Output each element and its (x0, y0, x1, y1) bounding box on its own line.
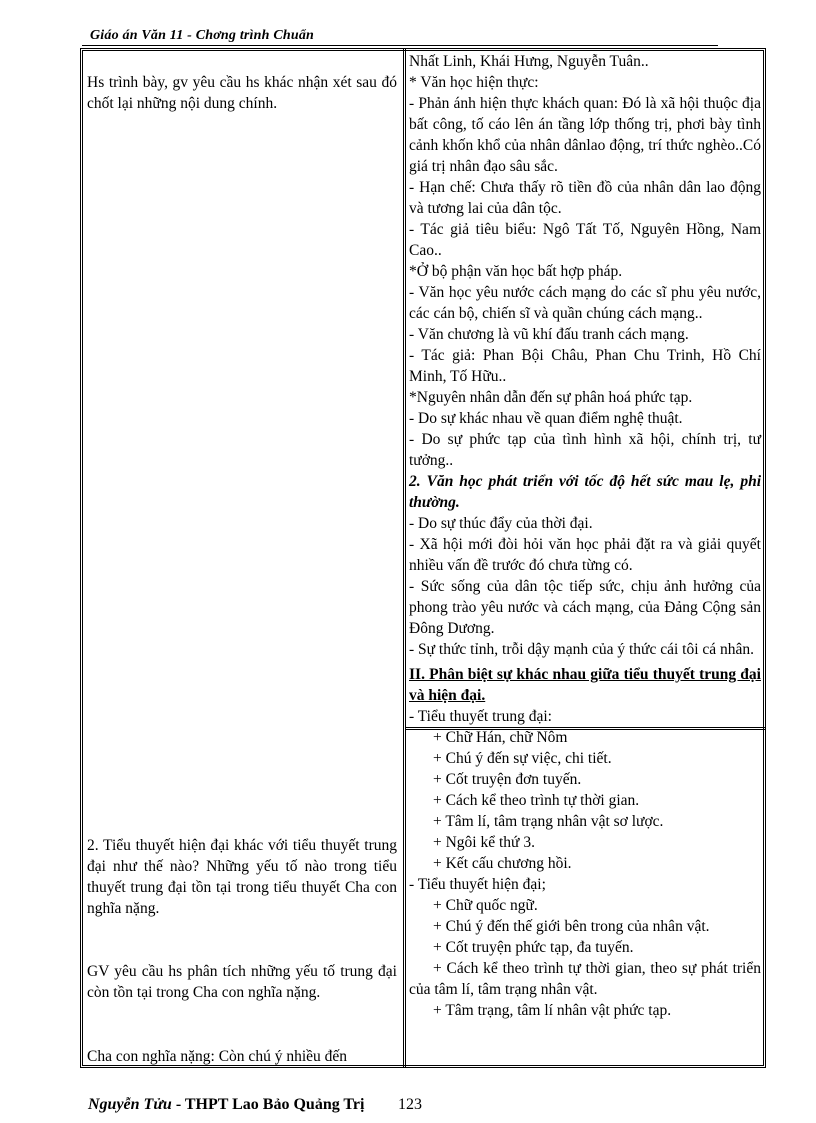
modern-novel-label: - Tiểu thuyết hiện đại; (409, 876, 546, 893)
right-column-content (409, 51, 761, 1021)
modern-item: + Cách kể theo trình tự thời gian, theo sự phát triển của tâm lí, tâm trạng nhân vật. (409, 960, 761, 998)
author-school: - THPT Lao Bảo Quảng Trị (171, 1096, 365, 1113)
section-heading-ii: II. Phân biệt sự khác nhau giữa tiểu thuyết trung đại và hiện đại. (409, 666, 761, 704)
content-line: - Tác giả: Phan Bội Châu, Phan Chu Trinh, Hồ Chí Minh, Tố Hữu.. (409, 347, 761, 385)
modern-item: + Chú ý đến thế giới bên trong của nhân vật. (433, 918, 710, 935)
content-line: * Văn học hiện thực: (409, 74, 539, 91)
medieval-item: + Chữ Hán, chữ Nôm (433, 729, 568, 746)
medieval-item: + Kết cấu chương hồi. (433, 855, 572, 872)
content-line: *Nguyên nhân dẫn đến sự phân hoá phức tạp. (409, 389, 693, 406)
section-heading-bold-italic: 2. Văn học phát triển với tốc độ hết sức mau lẹ, phi thường. (409, 473, 761, 511)
medieval-item: + Ngôi kể thứ 3. (433, 834, 535, 851)
content-line: - Xã hội mới đòi hỏi văn học phải đặt ra và giải quyết nhiều vấn đề trước đó chưa từng có. (409, 536, 761, 574)
content-line: Nhất Linh, Khái Hưng, Nguyễn Tuân.. (409, 53, 649, 70)
content-line: - Phản ánh hiện thực khách quan: Đó là xã hội thuộc địa bất công, tố cáo lên án tầng lớp thống trị, phơi bày tình cảnh khốn khổ của nhân dânlao động, trí thức nghèo..Có giá trị nhân đạo sâu sắc. (409, 95, 761, 175)
left-block-continuation: Cha con nghĩa nặng: Còn chú ý nhiều đến (87, 1048, 348, 1065)
content-line: - Hạn chế: Chưa thấy rõ tiền đồ của nhân dân lao động và tương lai của dân tộc. (409, 179, 761, 217)
content-line: - Tác giả tiêu biểu: Ngô Tất Tố, Nguyên Hồng, Nam Cao.. (409, 221, 761, 259)
left-block-teacher-note: Hs trình bày, gv yêu cầu hs khác nhận xét sau đó chốt lại những nội dung chính. (87, 74, 397, 112)
page-number: 123 (398, 1096, 422, 1113)
medieval-item: + Cốt truyện đơn tuyến. (433, 771, 582, 788)
left-block-analysis-task: GV yêu cầu hs phân tích những yếu tố trung đại còn tồn tại trong Cha con nghĩa nặng. (87, 963, 397, 1001)
medieval-item: + Cách kể theo trình tự thời gian. (433, 792, 640, 809)
left-block-question: 2. Tiểu thuyết hiện đại khác với tiểu thuyết trung đại như thế nào? Những yếu tố nào trong tiểu thuyết trung đại tồn tại trong tiểu thuyết Cha con nghĩa nặng. (87, 837, 397, 917)
header-rule (82, 45, 718, 46)
content-line: - Văn học yêu nước cách mạng do các sĩ phu yêu nước, các cán bộ, chiến sĩ và quần chúng cách mạng.. (409, 284, 761, 322)
content-line: - Văn chương là vũ khí đấu tranh cách mạng. (409, 326, 689, 343)
medieval-item: + Tâm lí, tâm trạng nhân vật sơ lược. (433, 813, 664, 830)
content-line: - Sự thức tỉnh, trỗi dậy mạnh của ý thức cái tôi cá nhân. (409, 641, 755, 658)
medieval-item: + Chú ý đến sự việc, chi tiết. (433, 750, 612, 767)
medieval-novel-label: - Tiểu thuyết trung đại: (409, 708, 552, 725)
content-line: - Sức sống của dân tộc tiếp sức, chịu ảnh hưởng của phong trào yêu nước và cách mạng, của Đảng Cộng sản Đông Dương. (409, 578, 761, 637)
content-line: - Do sự khác nhau về quan điểm nghệ thuật. (409, 410, 683, 427)
content-line: - Do sự phức tạp của tình hình xã hội, chính trị, tư tưởng.. (409, 431, 761, 469)
modern-item: + Chữ quốc ngữ. (433, 897, 538, 914)
content-line: *Ở bộ phận văn học bất hợp pháp. (409, 263, 623, 280)
author-name: Nguyễn Tửu (88, 1096, 172, 1113)
modern-item: + Cốt truyện phức tạp, đa tuyến. (433, 939, 634, 956)
table-column-divider (403, 48, 406, 1068)
content-line: - Do sự thúc đẩy của thời đại. (409, 515, 593, 532)
modern-item: + Tâm trạng, tâm lí nhân vật phức tạp. (433, 1002, 672, 1019)
footer-author (88, 1096, 364, 1114)
header-title: Giáo án Văn 11 - Chơng trình Chuẩn (90, 28, 315, 43)
